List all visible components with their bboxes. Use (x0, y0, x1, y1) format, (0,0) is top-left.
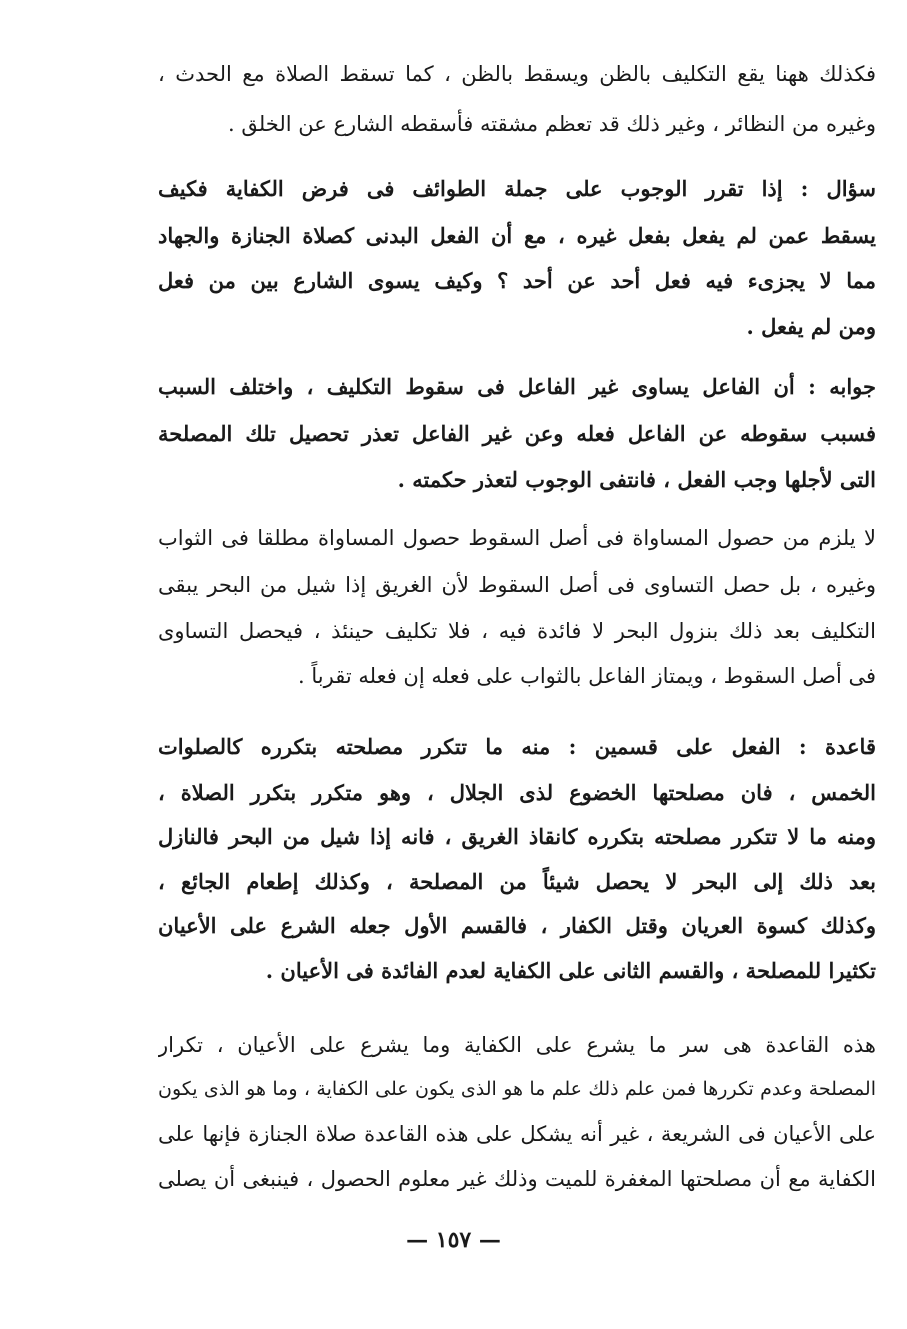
text-line: فكذلك ههنا يقع التكليف بالظن ويسقط بالظن ، كما تسقط الصلاة مع الحدث ، (158, 62, 876, 86)
rule-line: الخمس ، فان مصلحتها الخضوع لذى الجلال ، وهو متكرر بتكرر الصلاة ، (158, 780, 876, 805)
question-line: ومن لم يفعل . (746, 314, 876, 339)
answer-line: فسبب سقوطه عن الفاعل فعله وعن غير الفاعل تعذر تحصيل تلك المصلحة (158, 421, 876, 446)
text-line: فى أصل السقوط ، ويمتاز الفاعل بالثواب على فعله إن فعله تقرباً . (298, 664, 876, 688)
text-line: وغيره ، بل حصل التساوى فى أصل السقوط لأن الغريق إذا شيل من البحر يبقى (158, 573, 876, 597)
question-line: يسقط عمن لم يفعل بفعل غيره ، مع أن الفعل البدنى كصلاة الجنازة والجهاد (158, 223, 876, 248)
question-line: مما لا يجزىء فيه فعل أحد عن أحد ؟ وكيف يسوى الشارع بين من فعل (158, 268, 876, 293)
rule-line: ومنه ما لا تتكرر مصلحته بتكرره كانقاذ الغريق ، فانه إذا شيل من البحر فالنازل (158, 824, 876, 849)
text-line: وغيره من النظائر ، وغير ذلك قد تعظم مشقته فأسقطه الشارع عن الخلق . (227, 112, 876, 136)
text-line: هذه القاعدة هى سر ما يشرع على الكفاية وما يشرع على الأعيان ، تكرار (158, 1033, 876, 1057)
text-line: لا يلزم من حصول المساواة فى أصل السقوط حصول المساواة مطلقا فى الثواب (158, 526, 876, 550)
text-line: على الأعيان فى الشريعة ، غير أنه يشكل على هذه القاعدة صلاة الجنازة فإنها على (158, 1122, 876, 1146)
rule-line: قاعدة : الفعل على قسمين : منه ما تتكرر مصلحته بتكرره كالصلوات (158, 734, 876, 759)
text-line: المصلحة وعدم تكررها فمن علم ذلك علم ما هو الذى يكون على الكفاية ، وما هو الذى يكون (158, 1078, 876, 1100)
question-line: سؤال : إذا تقرر الوجوب على جملة الطوائف فى فرض الكفاية فكيف (158, 176, 876, 201)
rule-line: بعد ذلك إلى البحر لا يحصل شيئاً من المصلحة ، وكذلك إطعام الجائع ، (158, 869, 876, 894)
rule-line: تكثيرا للمصلحة ، والقسم الثانى على الكفاية لعدم الفائدة فى الأعيان . (265, 958, 876, 983)
text-line: الكفاية مع أن مصلحتها المغفرة للميت وذلك غير معلوم الحصول ، فينبغى أن يصلى (158, 1167, 876, 1191)
answer-line: جوابه : أن الفاعل يساوى غير الفاعل فى سقوط التكليف ، واختلف السبب (158, 374, 876, 399)
text-line: التكليف بعد ذلك بنزول البحر لا فائدة فيه ، فلا تكليف حينئذ ، فيحصل التساوى (158, 619, 876, 643)
page-number: — ١٥٧ — (406, 1227, 501, 1253)
rule-line: وكذلك كسوة العريان وقتل الكفار ، فالقسم الأول جعله الشرع على الأعيان (158, 913, 876, 938)
answer-line: التى لأجلها وجب الفعل ، فانتفى الوجوب لتعذر حكمته . (397, 467, 876, 492)
